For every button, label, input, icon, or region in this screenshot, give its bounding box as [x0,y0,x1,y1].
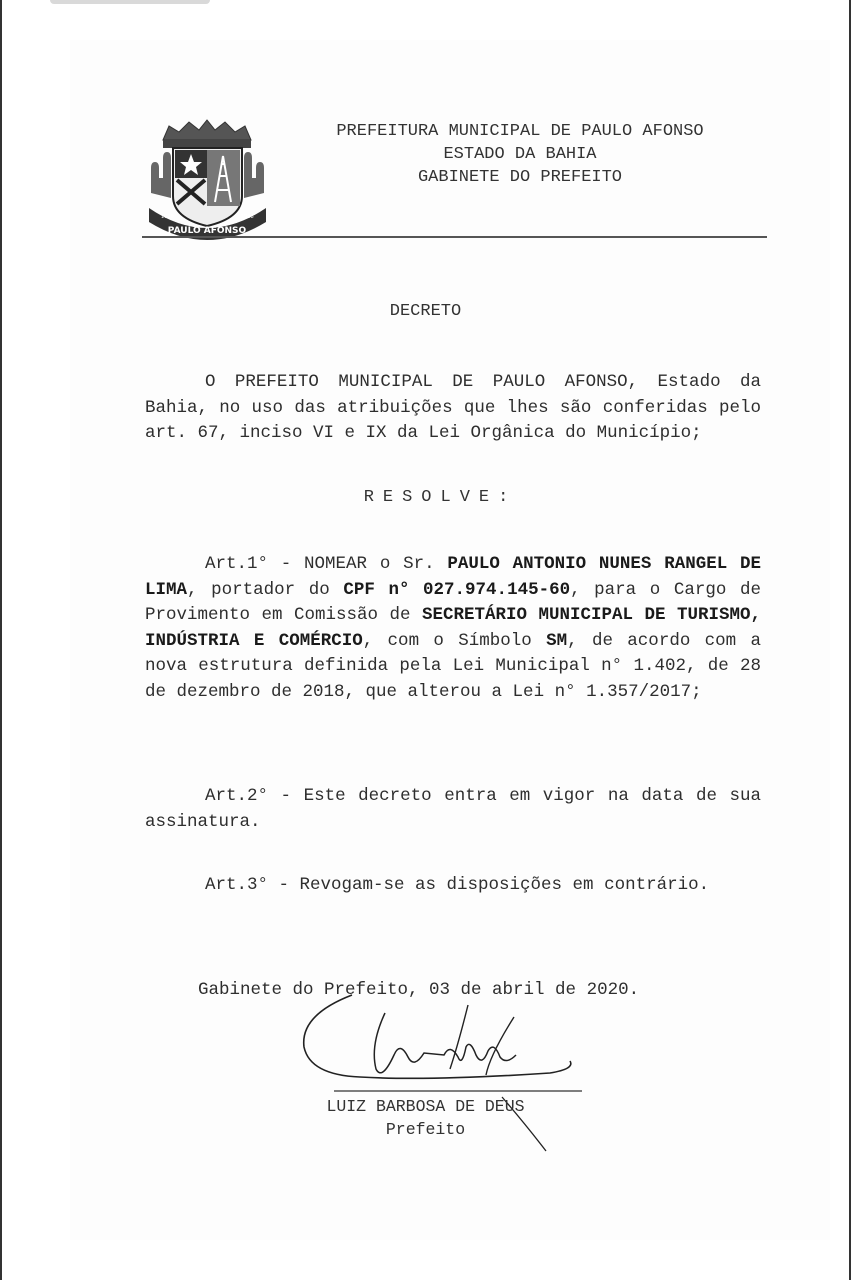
art2-text: Art.2° - Este decreto entra em vigor na data de sua assinatura. [145,786,761,832]
art1-text-4: , com o Símbolo [362,630,547,651]
preamble-paragraph [145,370,761,447]
article-3 [145,873,761,899]
art1-text-3: , para o Cargo de Provimento em Comissão de [145,579,761,625]
window-frame-left [0,0,2,1280]
letterhead-line-2: ESTADO DA BAHIA [443,145,597,164]
municipal-crest-logo [145,118,270,243]
crest-year-left: 1720 [161,214,174,220]
top-tab-handle [50,0,210,4]
document-title: DECRETO [389,302,462,321]
art1-nominee-name: PAULO ANTONIO NUNES RANGEL DE LIMA [145,554,761,600]
signer-block [0,1095,851,1141]
article-1 [145,552,761,705]
letterhead-divider [142,236,767,238]
art1-text-1: Art.1° - NOMEAR o Sr. [205,554,448,574]
crest-year-right: 1958 [241,214,254,220]
crest-label: PAULO AFONSO [167,226,247,236]
letterhead-line-3: GABINETE DO PREFEITO [417,168,623,187]
art1-symbol: SM [546,630,568,651]
art1-cpf: CPF n° 027.974.145-60 [343,579,571,600]
signer-name: LUIZ BARBOSA DE DEUS [326,1097,525,1116]
art3-text: Art.3° - Revogam-se as disposições em contrário. [205,875,710,895]
resolve-heading: RESOLVE: [363,488,518,507]
letterhead [290,120,750,189]
article-2 [145,784,761,835]
signer-role: Prefeito [385,1120,466,1139]
signing-date-line: Gabinete do Prefeito, 03 de abril de 2020. [198,980,640,1000]
preamble-text: O PREFEITO MUNICIPAL DE PAULO AFONSO, Estado da Bahia, no uso das atribuições que lhes são conferidas pelo art. 67, inciso VI e IX da Lei Orgânica do Município; [145,372,761,443]
art1-text-2: , portador do [187,579,344,600]
letterhead-line-1: PREFEITURA MUNICIPAL DE PAULO AFONSO [336,122,704,141]
art1-office: SECRETÁRIO MUNICIPAL DE TURISMO, INDÚSTRIA E COMÉRCIO [145,605,761,651]
art1-text-5: , de acordo com a nova estrutura definida pela Lei Municipal n° 1.402, de 28 de dezembro de 2018, que alterou a Lei n° 1.357/2017; [145,630,762,702]
